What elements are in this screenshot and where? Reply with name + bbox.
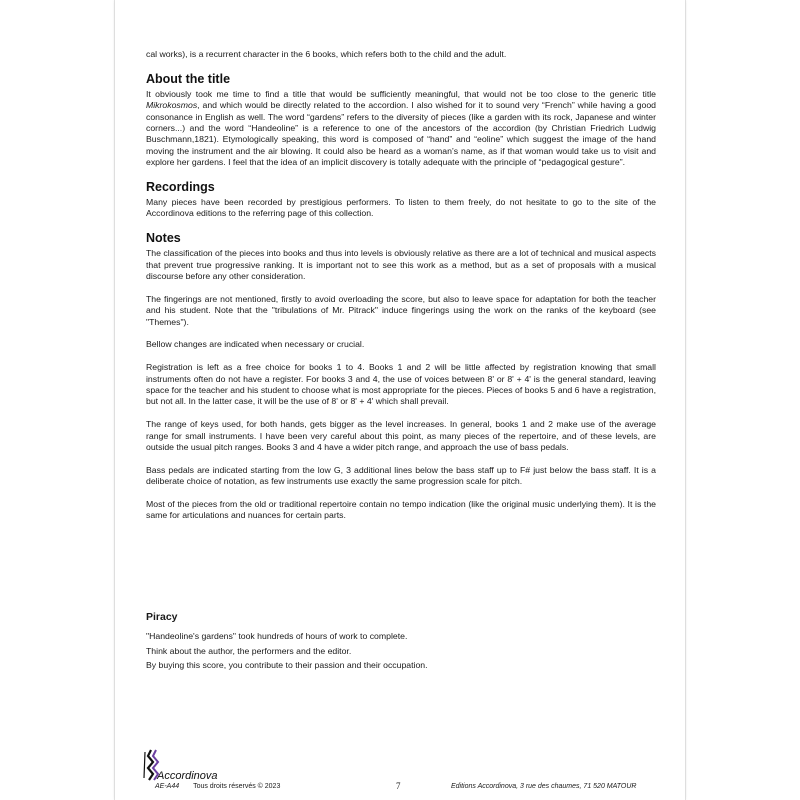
piracy-section	[146, 611, 656, 674]
about-title-heading: About the title	[146, 71, 231, 86]
notes-paragraph-bass-pedals: Bass pedals are indicated starting from the low G, 3 additional lines below the bass staff up to F# just below the bass staff. It is a deliberate choice of notation, as few instruments use exactly the same progression scale for pitch.	[146, 464, 656, 487]
copyright-notice: Tous droits réservés © 2023	[193, 783, 281, 790]
notes-paragraph-tempo: Most of the pieces from the old or traditional repertoire contain no tempo indication (like the original music underlying them). It is the same for articulations and nuances for certain parts.	[146, 499, 656, 521]
catalog-code: AE-A44	[155, 783, 180, 790]
about-title-text-start: It obviously took me time to find a title that would be sufficiently meaningful, that would not be too close to the generic title	[146, 88, 656, 99]
intro-continuation: cal works), is a recurrent character in the 6 books, which refers both to the child and the adult.	[146, 49, 507, 59]
logo-wordmark: Accordinova	[157, 770, 218, 782]
mikrokosmos-italic: Mikrokosmos	[146, 100, 198, 111]
about-title-text-end: , and which would be directly related to the accordion. I also wished for it to sound very “French” while having a good consonance in English as well. The word “gardens” refers to the diversity of pieces (like a garden with its rock, Japanese and winter corners...) and the word “Handeoline” is a reference to one of the ancestors of the accordion (by Christian Friedrich Ludwig Buschmann,1821). Etymologically speaking, this word is composed of “hand” and “eoline” which suggest the image of the hand moving the instrument and the air blowing. It could also be heard as a woman’s name, as if that woman would take us to visit and explore her gardens. I feel that the idea of an implicit discovery is totally adequate with the principle of “pedagogical gesture”.	[146, 100, 656, 168]
piracy-line: Think about the author, the performers and the editor.	[146, 645, 352, 656]
publisher-address: Editions Accordinova, 3 rue des chaumes, 71 520 MATOUR	[451, 783, 637, 790]
page-body	[146, 49, 656, 522]
accordinova-logo	[139, 748, 218, 786]
footer-left	[155, 783, 280, 790]
notes-paragraph-classification: The classification of the pieces into books and thus into levels is obviously relative as there are a lot of technical and musical aspects that prevent true progressive ranking. It is important not to see this work as a method, but as a set of proposals with a musical discourse before any other consideration.	[146, 248, 656, 282]
notes-paragraph-range: The range of keys used, for both hands, gets bigger as the level increases. In general, books 1 and 2 make use of the average range for small instruments. I have been very careful about this point, as many pieces of the repertoire, and of these levels, are outside the usual pitch ranges. Books 3 and 4 have a wider pitch range, and approach the use of bass pedals.	[146, 419, 656, 453]
notes-heading: Notes	[146, 231, 181, 246]
piracy-line: By buying this score, you contribute to their passion and their occupation.	[146, 660, 428, 670]
piracy-heading: Piracy	[146, 611, 178, 623]
accordion-bellows-icon	[144, 750, 158, 780]
notes-paragraph-fingerings: The fingerings are not mentioned, firstly to avoid overloading the score, but also to leave space for adaptation for both the teacher and his student. Note that the "tribulations of Mr. Pitrack" induce fingerings using the work on the ranks of the keyboard (see "Themes").	[146, 293, 656, 327]
piracy-line: "Handeoline's gardens" took hundreds of hours of work to complete.	[146, 631, 408, 641]
notes-paragraph-registration: Registration is left as a free choice for books 1 to 4. Books 1 and 2 will be little affected by registration knowing that small instruments often do not have a register. For books 3 and 4, the use of voices between 8' or 8' + 4' is the general standard, leaving space for the teacher and his student to choose what is most appropriate for the pieces. Pieces of books 5 and 6 have a registration, but not all. In the latter case, it will be the use of 8' or 8' + 4' which shall prevail.	[146, 362, 656, 407]
about-title-paragraph	[146, 89, 656, 169]
page-number: 7	[396, 781, 401, 791]
recordings-paragraph: Many pieces have been recorded by prestigious performers. To listen to them freely, do not hesitate to go to the site of the Accordinova editions to the referring page of this collection.	[146, 197, 656, 219]
recordings-heading: Recordings	[146, 180, 215, 195]
notes-paragraph-bellow: Bellow changes are indicated when necessary or crucial.	[146, 339, 365, 350]
